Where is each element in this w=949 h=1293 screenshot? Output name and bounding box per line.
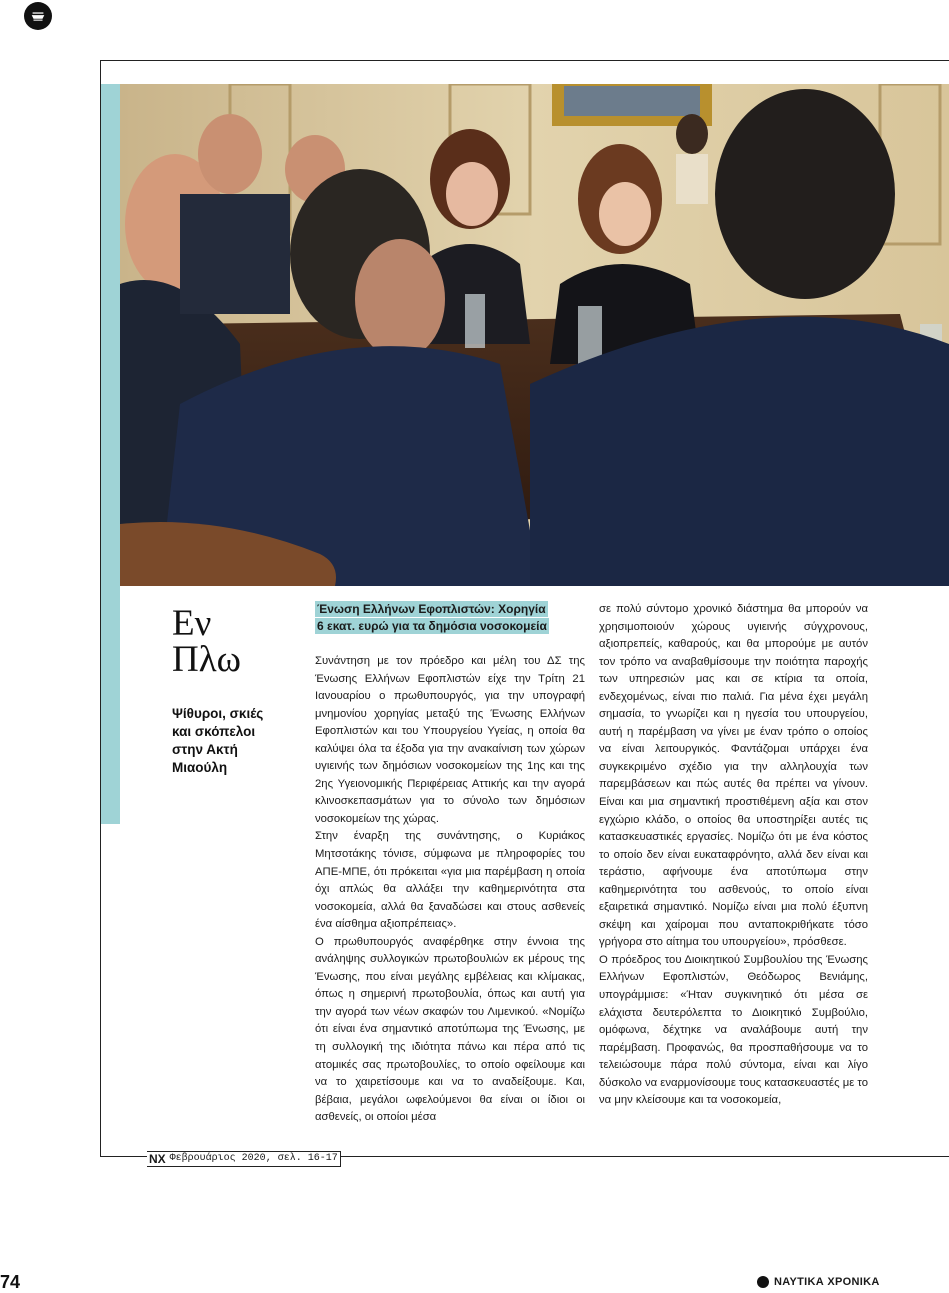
column-title-line2: Πλω <box>172 639 242 680</box>
paragraph: Συνάντηση με τον πρόεδρο και μέλη του ΔΣ της Ένωσης Ελλήνων Εφοπλιστών είχε την Τρίτη 21 Ιανουαρίου ο πρωθυπουργός, για την υπογραφή μνημονίου χορηγίας μεταξύ της Ένωσης Ελλήνων Εφοπλιστών και του Υπουργείου Υγείας, η οποία θα καλύψει όλα τα έξοδα για την ανακαίνιση των χώρων υγιεινής των δημόσιων νοσοκομείων της 1ης και της 2ης Υγειονομικής Περιφέρειας Αττικής και την αγορά κλινοσκεπασμάτων για το σύνολο των δημόσιων νοσοκομείων της χώρας. <box>315 655 585 825</box>
issue-text: Φεβρουάριος 2020, σελ. 16-17 <box>169 1153 338 1164</box>
paragraph: Ο πρωθυπουργός αναφέρθηκε στην έννοια της ανάληψης συλλογικών πρωτοβουλιών εκ μέρους της Ένωσης, που είναι μεγάλης εμβέλειας και κλίμακας, όπως η σημερινή πρωτοβουλία, όπως και αυτή για την αγορά των νέων σκαφών του Λιμενικού. «Νομίζω ότι είναι ένα σημαντικό αποτύπωμα της Ένωσης, με τη συλλογική της ιδιότητα πάνω και πέρα από τις ατομικές σας πρωτοβουλίες, το οποίο οφείλουμε και να το χαιρετίσουμε και να το αναδείξουμε. Και, βέβαια, μεγάλοι ωφελούμενοι θα είναι οι ίδιοι οι ασθενείς, οι οποίοι μέσα <box>315 935 585 1124</box>
column-title-line1: Εν <box>172 603 212 644</box>
paragraph: σε πολύ σύντομο χρονικό διάστημα θα μπορούν να χρησιμοποιούν χώρους υγιεινής σύγχρονους, αξιοπρεπείς, καθαρούς, και θα μπορούμε με αυτόν τον τρόπο να αναβαθμίσουμε την ποιότητα παροχής των υπηρεσιών μας και σε κτίρια τα οποία, ενδεχομένως, είναι πιο παλιά. Για μένα έχει μεγάλη σημασία, το γνωρίζει και η ηγεσία του υπουργείου, αυτή η παρέμβαση να γίνει με έναν τρόπο ο οποίος να είναι λειτουργικός. Φαντάζομαι υπάρχει ένα συγκεκριμένο σχέδιο για την αλληλουχία των παρεμβάσεων και πώς αυτές θα πρέπει να γίνουν. Είναι και μια σημαντική προστιθέμενη αξία και στον εγχώριο κλάδο, ο οποίος θα υποστηρίξει αυτές τις κατασκευαστικές εργασίες. Νομίζω ότι με ένα κόστος το οποίο δεν είναι ευκαταφρόνητο, αλλά δεν είναι και τεράστιο, αφήνουμε ένα αποτύπωμα στην καθημερινότητα του ασθενούς, το οποίο είναι εξαιρετικά σημαντικό. Νομίζω είναι μια πολύ έξυπνη σκέψη και χαίρομαι που ανταποκριθήκατε τόσο γρήγορα στο αίτημα του υπουργείου», πρόσθεσε. <box>599 603 868 949</box>
meeting-photo <box>120 84 949 586</box>
paragraph: Στην έναρξη της συνάντησης, ο Κυριάκος Μητσοτάκης τόνισε, σύμφωνα με πληροφορίες του ΑΠΕ-ΜΠΕ, ότι πρόκειται «για μια παρέμβαση η οποία όχι απλώς θα αλλάξει την καθημερινότητα στα νοσοκομεία, αλλά θα ξαναδώσει και στους ασθενείς ένα αίσθημα αξιοπρέπειας». <box>315 830 585 931</box>
brand-logo-icon <box>757 1276 769 1288</box>
column-title <box>172 603 292 680</box>
article-column-2 <box>599 601 868 1110</box>
headline-line2: 6 εκατ. ευρώ για τα δημόσια νοσοκομεία <box>317 619 547 633</box>
issue-logo: NX <box>149 1152 166 1166</box>
brand-footer <box>757 1276 880 1288</box>
headline-line1: Ένωση Ελλήνων Εφοπλιστών: Χορηγία <box>317 602 546 616</box>
column-subtitle: Ψίθυροι, σκιές και σκόπελοι στην Ακτή Μιαούλη <box>172 706 264 775</box>
brand-name: ΝΑΥΤΙΚΑ ΧΡΟΝΙΚΑ <box>774 1276 880 1288</box>
article-headline <box>315 601 575 635</box>
magazine-logo-icon <box>24 2 52 30</box>
paragraph: Ο πρόεδρος του Διοικητικού Συμβουλίου της Ένωσης Ελλήνων Εφοπλιστών, Θεόδωρος Βενιάμης, υπογράμμισε: «Ήταν συγκινητικό ότι μέσα σε ελάχιστα δευτερόλεπτα το Διοικητικό Συμβούλιο, ομόφωνα, δέχτηκε να αναλάβουμε αυτή την παρέμβαση. Προφανώς, θα προσπαθήσουμε να το τελειώσουμε πάρα πολύ σύντομα, είναι και λίγο δύσκολο να εναρμονίσουμε τους κατασκευαστές με το να μην κλείσουμε και τα νοσοκομεία, <box>599 953 868 1107</box>
ship-icon <box>29 7 47 25</box>
issue-reference <box>147 1151 341 1167</box>
accent-bar <box>101 84 120 824</box>
article-column-1 <box>315 653 585 1127</box>
page-number: 74 <box>0 1272 21 1292</box>
